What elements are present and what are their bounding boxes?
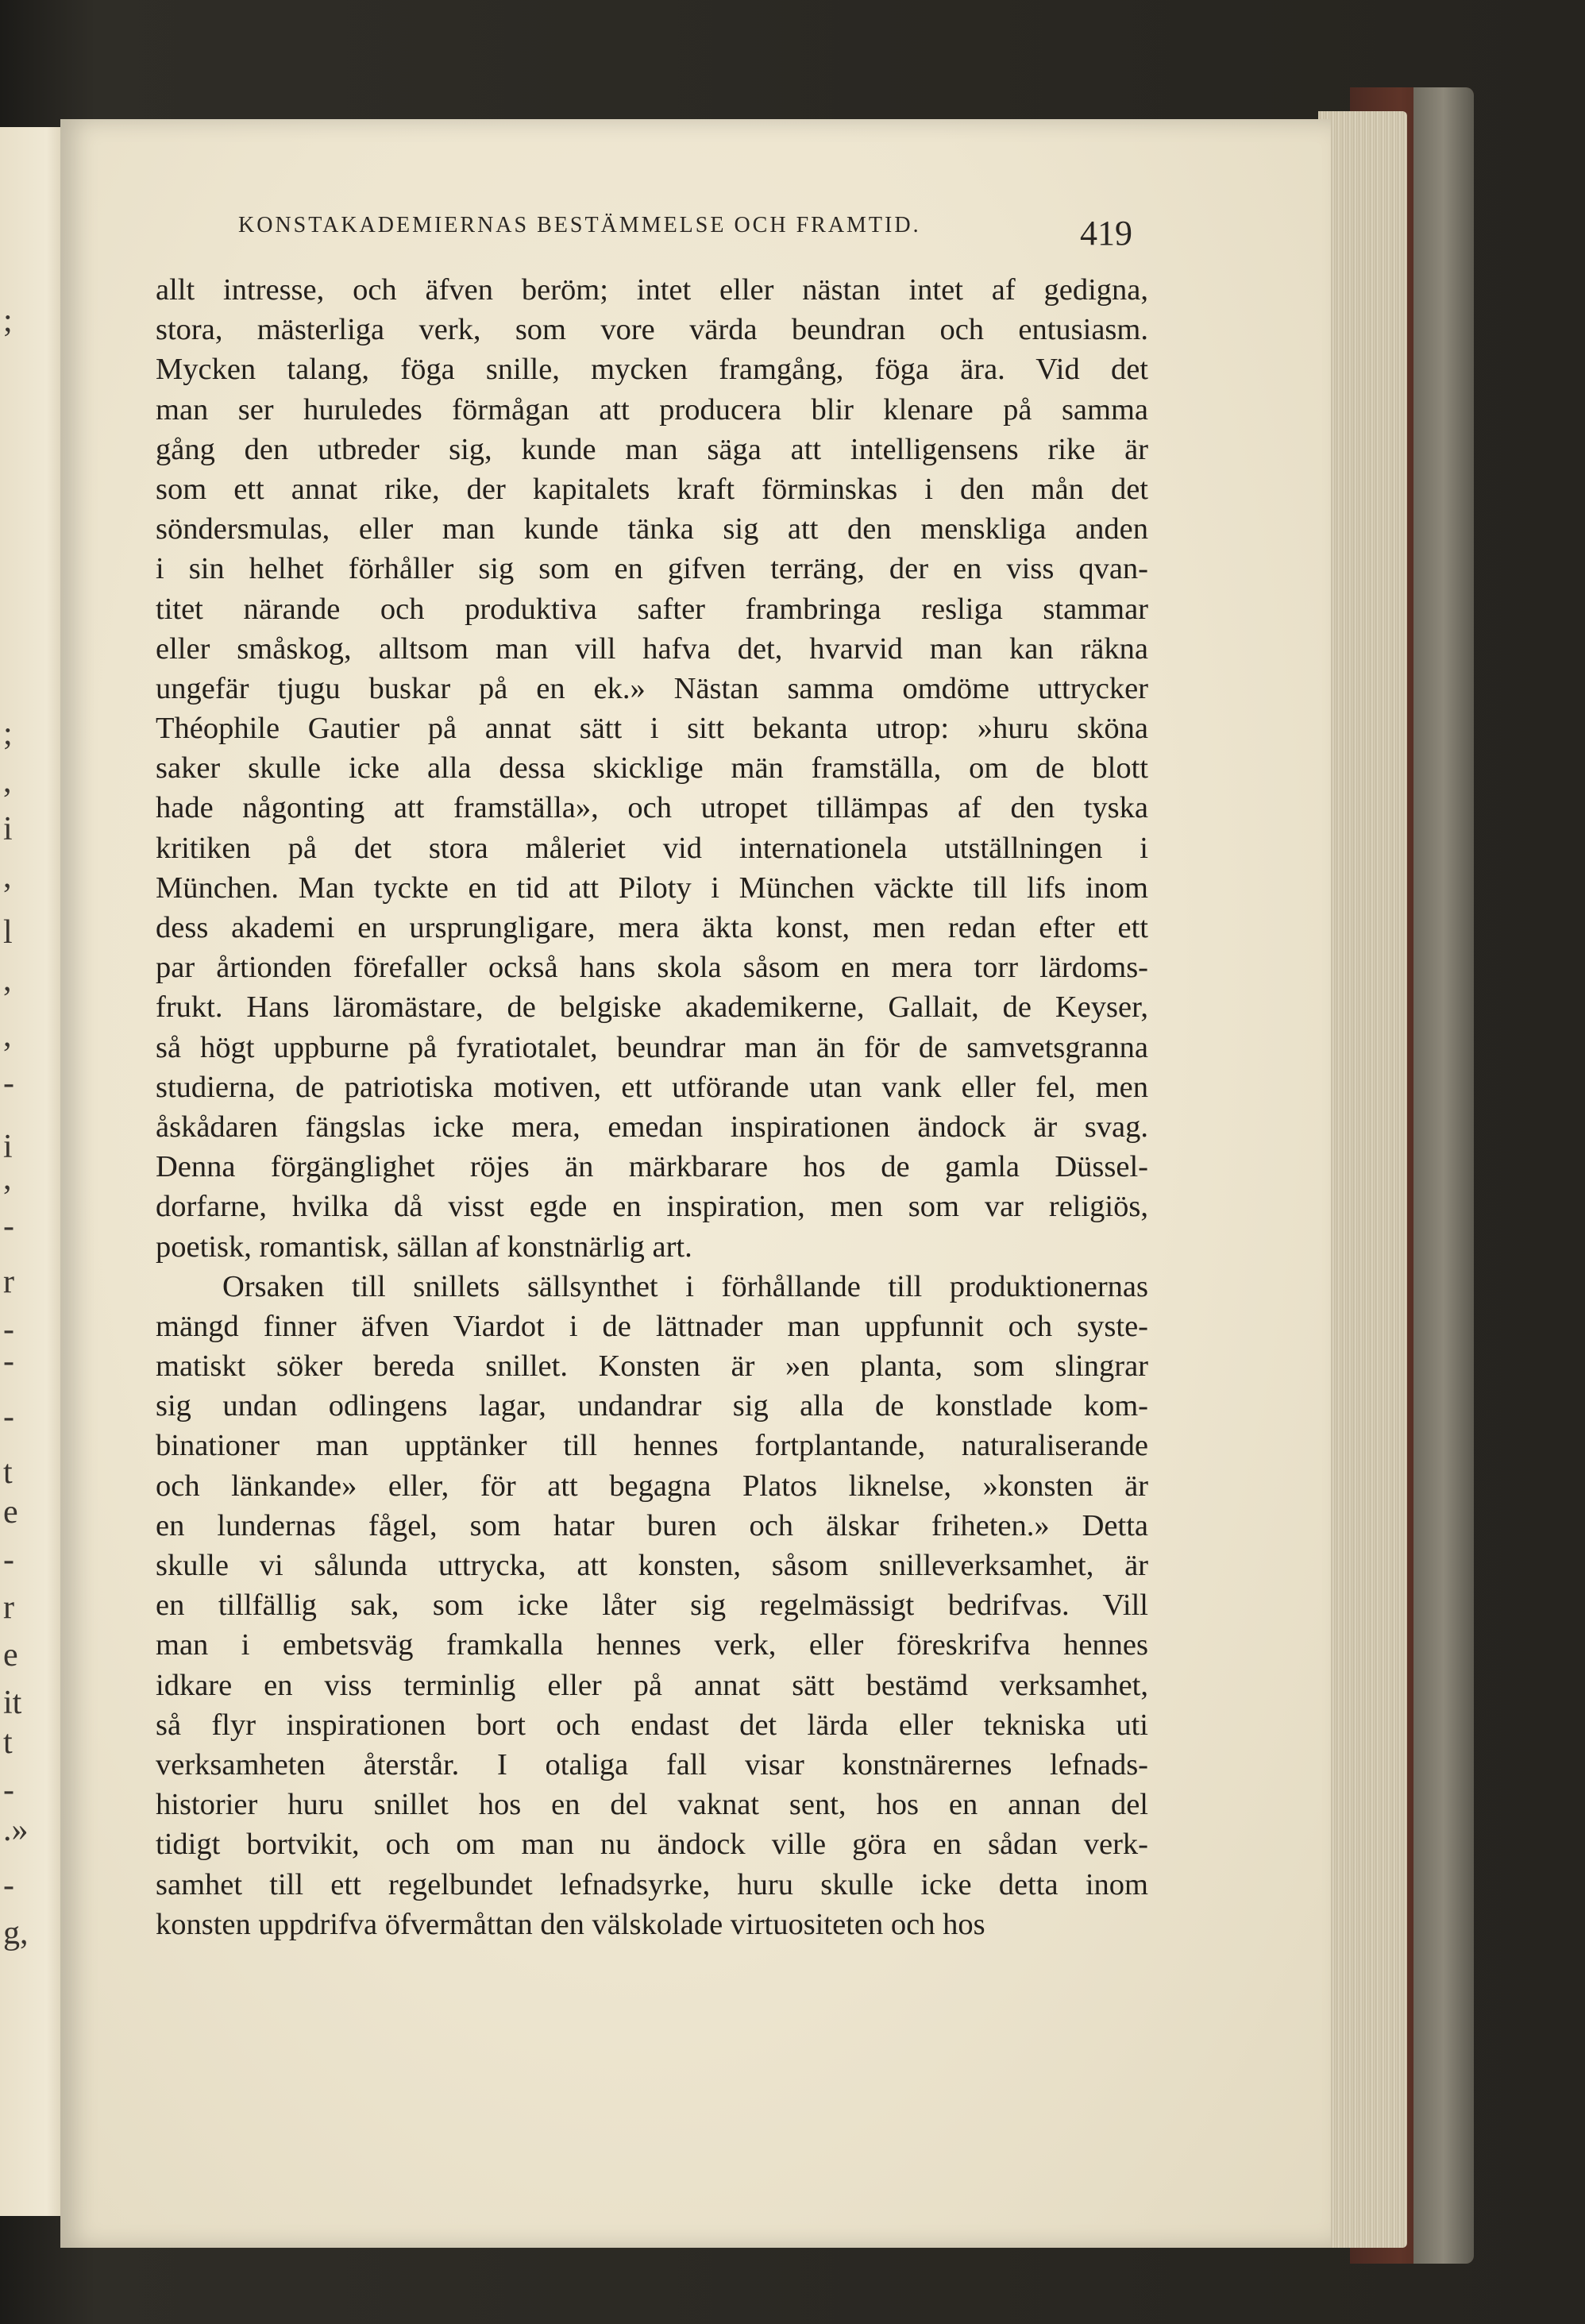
left-page-fragment: e xyxy=(3,1494,18,1531)
left-page-fragment: - xyxy=(3,1311,14,1348)
page-edges xyxy=(1318,111,1407,2248)
left-page-fragment: ; xyxy=(3,716,13,752)
text-line: i sin helhet förhåller sig som en gifven terräng, der en viss qvan- xyxy=(156,552,1148,586)
text-line: en lundernas fågel, som hatar buren och älskar friheten.» Detta xyxy=(156,1508,1148,1542)
text-line: konsten uppdrifva öfvermåttan den välskolade virtuositeten och hos xyxy=(156,1907,985,1941)
page-header xyxy=(238,213,1136,261)
text-line: samhet till ett regelbundet lefnadsyrke, huru skulle icke detta inom xyxy=(156,1867,1148,1901)
text-line: så högt uppburne på fyratiotalet, beundrar man än för de samvetsgranna xyxy=(156,1030,1148,1064)
left-page-fragment: it xyxy=(3,1685,22,1721)
text-line: poetisk, romantisk, sällan af konstnärlig art. xyxy=(156,1230,692,1264)
left-page-fragment: l xyxy=(3,914,13,951)
left-page-fragment: - xyxy=(3,1867,14,1904)
text-line: sig undan odlingens lagar, undandrar sig alla de konstlade kom- xyxy=(156,1389,1148,1423)
text-line: tidigt bortvikit, och om man nu ändock ville göra en sådan verk- xyxy=(156,1828,1148,1862)
left-page-fragment: , xyxy=(3,1017,12,1054)
left-page-fragment: t xyxy=(3,1724,13,1761)
text-line: Théophile Gautier på annat sätt i sitt bekanta utrop: »huru sköna xyxy=(156,712,1148,746)
text-line: studierna, de patriotiska motiven, ett utförande utan vank eller fel, men xyxy=(156,1070,1148,1104)
text-line: idkare en viss terminlig eller på annat sätt bestämd verksamhet, xyxy=(156,1668,1148,1702)
text-line: par årtionden förefaller också hans skola såsom en mera torr lärdoms- xyxy=(156,951,1148,985)
left-facing-page xyxy=(0,127,67,2216)
left-page-fragment: g, xyxy=(3,1915,29,1951)
left-page-fragment: .» xyxy=(3,1812,29,1848)
book-cover-edge xyxy=(1413,87,1474,2264)
text-line: mängd finner äfven Viardot i de lättnader man uppfunnit och syste- xyxy=(156,1309,1148,1343)
text-line: frukt. Hans läromästare, de belgiske akademikerne, Gallait, de Keyser, xyxy=(156,990,1148,1025)
text-line: allt intresse, och äfven beröm; intet eller nästan intet af gedigna, xyxy=(156,273,1148,307)
text-line: som ett annat rike, der kapitalets kraft förminskas i den mån det xyxy=(156,472,1148,506)
text-line: dess akademi en ursprungligare, mera äkta konst, men redan efter ett xyxy=(156,911,1148,944)
left-page-fragment: t xyxy=(3,1454,13,1491)
left-page-fragment: i xyxy=(3,811,13,847)
text-line: Orsaken till snillets sällsynthet i förhållande till produktionernas xyxy=(222,1269,1148,1303)
text-line: verksamheten återstår. I otaliga fall visar konstnärernes lefnads- xyxy=(156,1747,1148,1782)
page-number: 419 xyxy=(1080,214,1132,253)
text-line: München. Man tyckte en tid att Piloty i München väckte till lifs inom xyxy=(156,871,1148,905)
text-line: gång den utbreder sig, kunde man säga att intelligensens rike är xyxy=(156,432,1148,466)
text-line: man ser huruledes förmågan att producera blir klenare på samma xyxy=(156,392,1148,427)
running-head: KONSTAKADEMIERNAS BESTÄMMELSE OCH FRAMTID. xyxy=(238,213,921,237)
left-page-fragment: , xyxy=(3,1160,12,1197)
text-line: titet närande och produktiva safter frambringa resliga stammar xyxy=(156,592,1148,626)
body-text xyxy=(156,270,1148,1944)
text-line: söndersmulas, eller man kunde tänka sig att den menskliga anden xyxy=(156,512,1148,546)
left-page-fragment: , xyxy=(3,763,12,800)
left-page-fragment: , xyxy=(3,962,12,998)
left-page-fragment: i xyxy=(3,1129,13,1165)
text-line: ungefär tjugu buskar på en ek.» Nästan samma omdöme uttrycker xyxy=(156,671,1148,705)
left-page-fragment: , xyxy=(3,859,12,895)
text-line: saker skulle icke alla dessa skicklige män framställa, om de blott xyxy=(156,751,1148,786)
left-page-fragment: - xyxy=(3,1343,14,1380)
text-line: åskådaren fängslas icke mera, emedan inspirationen ändock är svag. xyxy=(156,1110,1148,1144)
left-page-fragment: - xyxy=(3,1542,14,1578)
text-line: så flyr inspirationen bort och endast det lärda eller tekniska uti xyxy=(156,1708,1148,1742)
left-page-fragment: e xyxy=(3,1637,18,1674)
left-page-fragment: - xyxy=(3,1208,14,1245)
text-line: man i embetsväg framkalla hennes verk, eller föreskrifva hennes xyxy=(156,1628,1148,1662)
left-page-fragment: - xyxy=(3,1065,14,1102)
text-line: en tillfällig sak, som icke låter sig regelmässigt bedrifvas. Vill xyxy=(156,1589,1148,1623)
text-line: historier huru snillet hos en del vaknat sent, hos en annan del xyxy=(156,1788,1148,1822)
text-line: kritiken på det stora måleriet vid internationela utställningen i xyxy=(156,831,1148,865)
text-line: hade någonting att framställa», och utropet tillämpas af den tyska xyxy=(156,791,1148,825)
left-page-fragment: ; xyxy=(3,303,13,339)
text-line: matiskt söker bereda snillet. Konsten är »en planta, som slingrar xyxy=(156,1349,1148,1384)
text-line: skulle vi sålunda uttrycka, att konsten, såsom snilleverksamhet, är xyxy=(156,1549,1148,1582)
left-page-fragment: - xyxy=(3,1772,14,1809)
text-line: stora, mästerliga verk, som vore värda beundran och entusiasm. xyxy=(156,313,1148,347)
text-line: Mycken talang, föga snille, mycken framgång, föga ära. Vid det xyxy=(156,353,1148,387)
left-page-fragment: r xyxy=(3,1589,14,1626)
text-line: binationer man upptänker till hennes fortplantande, naturaliserande xyxy=(156,1429,1148,1463)
text-line: och länkande» eller, för att begagna Platos liknelse, »konsten är xyxy=(156,1469,1148,1503)
left-page-fragment: - xyxy=(3,1399,14,1435)
left-page-fragment: r xyxy=(3,1264,14,1300)
text-line: eller småskog, alltsom man vill hafva det, hvarvid man kan räkna xyxy=(156,631,1148,666)
text-line: Denna förgänglighet röjes än märkbarare hos de gamla Düssel- xyxy=(156,1150,1148,1184)
text-line: dorfarne, hvilka då visst egde en inspiration, men som var religiös, xyxy=(156,1190,1148,1224)
